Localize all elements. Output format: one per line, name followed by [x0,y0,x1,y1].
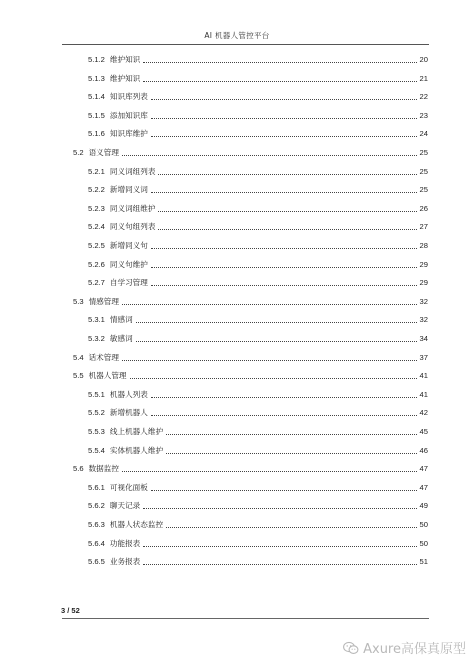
toc-entry-number: 5.2.1 [88,166,105,176]
toc-entry-number: 5.3.1 [88,315,105,325]
toc-dot-leader [151,397,417,398]
toc-entry[interactable] [73,295,428,307]
toc-entry[interactable] [88,518,428,530]
toc-dot-leader [151,248,417,249]
toc-entry-title: 添加知识库 [109,110,148,120]
toc-entry[interactable] [88,127,428,139]
toc-dot-leader [151,415,417,416]
toc-entry-title: 机器人状态监控 [109,520,164,529]
toc-entry[interactable] [88,444,428,456]
toc-entry-title: 功能报表 [109,538,141,548]
toc-dot-leader [143,564,416,565]
toc-entry[interactable] [88,313,428,325]
toc-entry-title: 话术管理 [88,352,119,362]
toc-entry-number: 5.6.4 [88,538,105,548]
toc-entry-title: 数据监控 [88,464,119,474]
toc-entry-page: 22 [419,92,428,102]
toc-entry-title: 新增同义词 [109,185,148,195]
toc-entry-page: 50 [419,520,428,529]
toc-entry-number: 5.1.6 [88,129,105,139]
toc-entry-number: 5.2.5 [88,241,105,250]
toc-entry-page: 29 [419,278,428,288]
toc-dot-leader [151,99,417,100]
toc-entry-page: 27 [419,222,428,232]
watermark [343,638,466,657]
toc-dot-leader [166,434,417,435]
toc-entry-title: 机器人管理 [88,371,127,381]
page-footer-indicator: 3 / 52 [61,606,80,615]
toc-entry[interactable] [88,425,428,437]
toc-entry-number: 5.3.2 [88,334,105,343]
toc-entry[interactable] [88,388,428,400]
toc-entry-page: 37 [419,352,428,362]
toc-entry-page: 47 [419,464,428,474]
page-header: AI 机器人管控平台 [204,31,270,40]
toc-entry-number: 5.6.5 [88,557,105,567]
toc-dot-leader [151,490,417,491]
toc-dot-leader [143,546,416,547]
toc-entry[interactable] [73,369,428,381]
toc-dot-leader [122,155,417,156]
toc-entry[interactable] [88,276,428,288]
toc-entry-title: 业务报表 [109,557,141,567]
toc-entry-number: 5.1.2 [88,55,105,64]
toc-dot-leader [122,360,417,361]
toc-entry-title: 可视化面板 [109,482,148,492]
toc-entry-number: 5.2.7 [88,278,105,288]
footer-rule [62,618,429,619]
toc-entry[interactable] [88,53,428,65]
toc-dot-leader [151,118,417,119]
toc-entry-title: 新增同义句 [109,241,148,250]
toc-entry-number: 5.6 [73,464,84,474]
toc-entry-title: 维护知识 [109,55,141,64]
toc-entry-page: 24 [419,129,428,139]
toc-entry-title: 同义句组列表 [109,222,156,232]
toc-dot-leader [143,62,416,63]
toc-dot-leader [151,136,417,137]
toc-dot-leader [136,322,417,323]
toc-entry[interactable] [88,481,428,493]
toc-dot-leader [151,267,417,268]
toc-dot-leader [143,508,416,509]
toc-dot-leader [158,229,416,230]
toc-entry-title: 知识库列表 [109,92,148,102]
toc-entry-number: 5.2.4 [88,222,105,232]
toc-entry-number: 5.3 [73,296,84,306]
toc-entry-number: 5.2.6 [88,259,105,269]
toc-entry-page: 46 [419,445,428,455]
toc-entry[interactable] [88,183,428,195]
toc-entry-number: 5.1.4 [88,92,105,102]
toc-entry-title: 情感管理 [88,296,119,306]
toc-dot-leader [151,192,417,193]
toc-entry-page: 50 [419,538,428,548]
toc-entry-title: 实体机器人维护 [109,445,164,455]
toc-entry-number: 5.4 [73,352,84,362]
toc-dot-leader [158,174,416,175]
toc-dot-leader [130,378,417,379]
toc-entry-number: 5.1.3 [88,73,105,83]
toc-entry-page: 47 [419,482,428,492]
toc-entry-page: 29 [419,259,428,269]
toc-entry-title: 敏感词 [109,334,133,343]
toc-entry[interactable] [88,537,428,549]
toc-entry-title: 同义词组维护 [109,203,156,213]
toc-entry[interactable] [88,202,428,214]
toc-entry-page: 21 [419,73,428,83]
toc-entry-number: 5.5.2 [88,408,105,418]
toc-entry-page: 41 [419,371,428,381]
toc-dot-leader [122,471,417,472]
toc-entry-page: 25 [419,185,428,195]
toc-entry[interactable] [73,351,428,363]
toc-entry-page: 51 [419,557,428,567]
toc-entry-number: 5.5.3 [88,427,105,436]
toc-entry[interactable] [88,109,428,121]
toc-entry-title: 维护知识 [109,73,141,83]
toc-entry-title: 新增机器人 [109,408,148,418]
toc-entry-number: 5.6.2 [88,501,105,511]
header-rule [62,44,429,45]
toc-entry-title: 同义词组列表 [109,166,156,176]
toc-entry[interactable] [88,499,428,511]
watermark-text: Axure高保真原型 [363,642,466,657]
toc-entry[interactable] [73,462,428,474]
toc-entry[interactable] [88,406,428,418]
toc-entry-page: 32 [419,296,428,306]
toc-dot-leader [166,527,417,528]
toc-entry-page: 23 [419,110,428,120]
toc-dot-leader [136,341,417,342]
toc-entry-number: 5.5.4 [88,445,105,455]
toc-entry-title: 自学习管理 [109,278,148,288]
toc-entry-number: 5.2.3 [88,203,105,213]
toc-entry-page: 49 [419,501,428,511]
toc-entry-page: 41 [419,389,428,399]
toc-entry-page: 45 [419,427,428,436]
toc-dot-leader [166,453,417,454]
toc-entry-title: 机器人列表 [109,389,148,399]
toc-entry-number: 5.2.2 [88,185,105,195]
toc-dot-leader [151,285,417,286]
toc-entry-page: 20 [419,55,428,64]
toc-entry-number: 5.1.5 [88,110,105,120]
toc-entry[interactable] [88,332,428,344]
toc-entry[interactable] [88,555,428,567]
toc-entry-title: 情感词 [109,315,133,325]
toc-entry-number: 5.2 [73,148,84,157]
toc-entry-number: 5.5 [73,371,84,381]
toc-entry-page: 25 [419,148,428,157]
toc-entry[interactable] [88,90,428,102]
toc-dot-leader [122,304,417,305]
toc-dot-leader [158,211,416,212]
toc-entry-page: 32 [419,315,428,325]
toc-entry-title: 知识库维护 [109,129,148,139]
toc-entry-title: 聊天记录 [109,501,141,511]
toc-entry-number: 5.6.3 [88,520,105,529]
toc-entry-page: 25 [419,166,428,176]
toc-entry-title: 同义句维护 [109,259,148,269]
toc-entry-number: 5.6.1 [88,482,105,492]
toc-entry-page: 26 [419,203,428,213]
toc-entry-page: 34 [419,334,428,343]
toc-entry[interactable] [88,239,428,251]
toc-entry-number: 5.5.1 [88,389,105,399]
toc-entry[interactable] [88,220,428,232]
toc-entry[interactable] [88,165,428,177]
toc-entry[interactable] [88,72,428,84]
toc-entry-page: 28 [419,241,428,250]
toc-entry-page: 42 [419,408,428,418]
toc-entry[interactable] [88,258,428,270]
wechat-icon [343,641,359,655]
toc-entry[interactable] [73,146,428,158]
toc-entry-title: 语义管理 [88,148,119,157]
toc-dot-leader [143,81,416,82]
toc-entry-title: 线上机器人维护 [109,427,164,436]
